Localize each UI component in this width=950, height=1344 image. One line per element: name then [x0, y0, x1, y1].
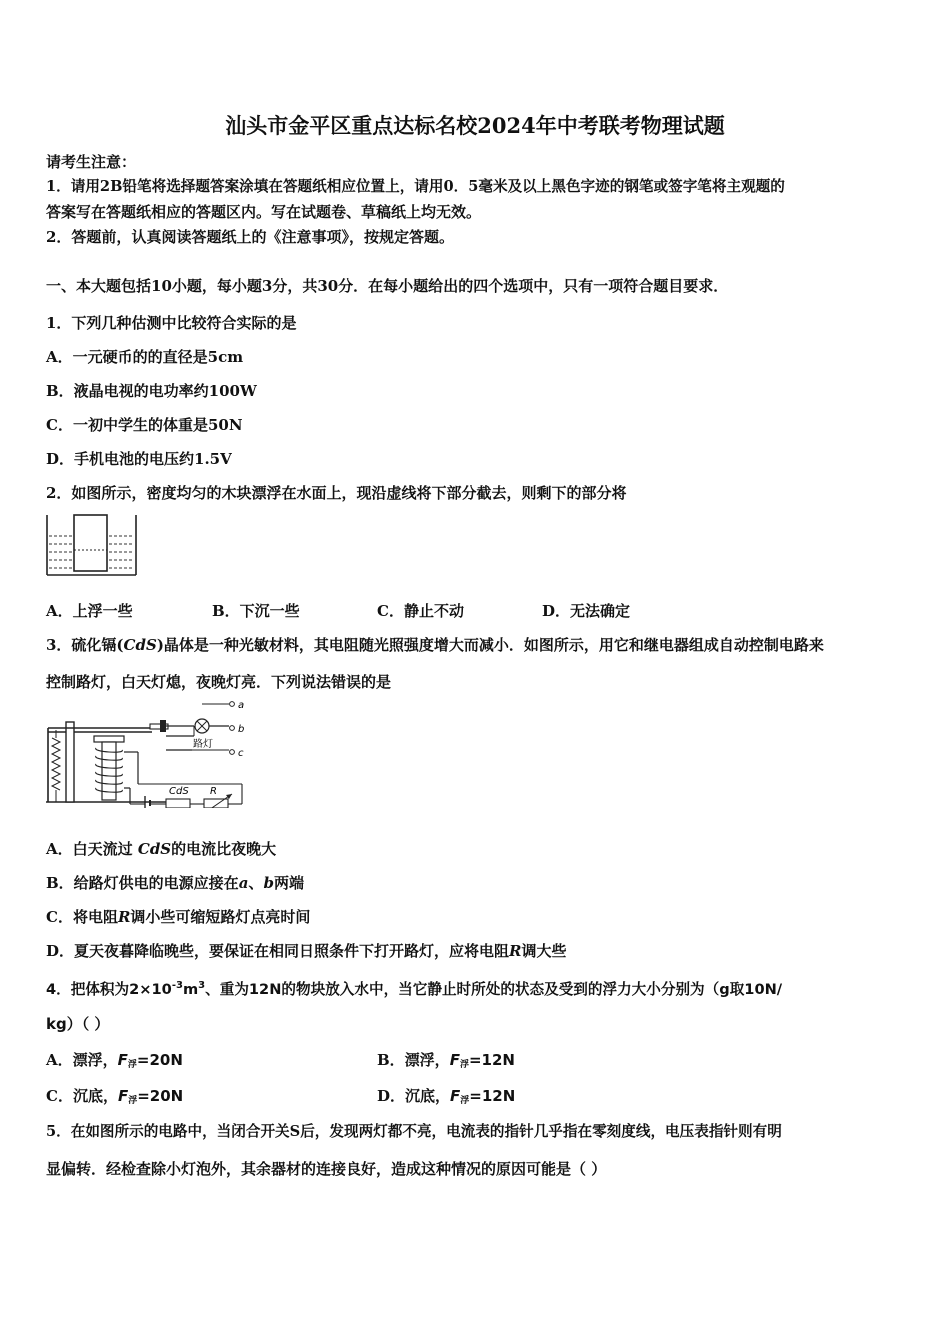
fig-r-label: R — [210, 786, 217, 797]
notice-line-1b: 答案写在答题纸相应的答题区内。写在试题卷、草稿纸上均无效。 — [46, 203, 482, 221]
q3-stem-line-2: 控制路灯，白天灯熄，夜晚灯亮．下列说法错误的是 — [46, 673, 392, 691]
q5-stem-line-1: 5．在如图所示的电路中，当闭合开关S后，发现两灯都不亮，电流表的指针几乎指在零刻度线，电压表指针则有明 — [46, 1123, 782, 1140]
q3-option-b: B．给路灯供电的电源应接在a、b两端 — [46, 874, 304, 892]
q1-option-d: D．手机电池的电压约1.5V — [46, 450, 232, 468]
q3-option-d: D．夏天夜暮降临晚些，要保证在相同日照条件下打开路灯，应将电阻R调大些 — [46, 942, 567, 960]
fig-terminal-a: a — [238, 700, 245, 711]
q1-option-a: A．一元硬币的的直径是5cm — [46, 348, 244, 366]
q1-option-c: C．一初中学生的体重是50N — [46, 416, 243, 434]
q2-option-d: D．无法确定 — [542, 602, 631, 620]
notice-line-2: 2．答题前，认真阅读答题纸上的《注意事项》，按规定答题。 — [46, 228, 454, 246]
q4-option-a: A．漂浮，$F_浮=20N$ — [46, 1051, 183, 1070]
fig-lamp-label: 路灯 — [193, 739, 213, 750]
q3-relay-circuit-figure — [42, 700, 248, 808]
q2-floating-block-figure — [44, 512, 140, 580]
q2-option-c: C．静止不动 — [377, 602, 464, 620]
q1-stem: 1．下列几种估测中比较符合实际的是 — [46, 314, 297, 332]
q4-option-c: C．沉底，$F_浮=20N$ — [46, 1087, 184, 1106]
fig-terminal-c: c — [238, 748, 244, 759]
q5-stem-line-2: 显偏转．经检查除小灯泡外，其余器材的连接良好，造成这种情况的原因可能是（ ） — [46, 1160, 607, 1178]
notice-line-1: 1．请用2B铅笔将选择题答案涂填在答题纸相应位置上，请用0．5毫米及以上黑色字迹的钢笔或签字笔将主观题的 — [46, 178, 785, 195]
q2-option-a: A．上浮一些 — [46, 602, 133, 620]
notice-heading: 请考生注意： — [46, 153, 137, 171]
fig-terminal-b: b — [238, 724, 245, 735]
q4-option-d: D．沉底，$F_浮=12N$ — [377, 1087, 516, 1106]
q4-stem-line-2: kg）（ ） — [46, 1015, 110, 1033]
q2-option-b: B．下沉一些 — [212, 602, 300, 620]
q2-options — [46, 601, 746, 621]
page-title: 汕头市金平区重点达标名校2024年中考联考物理试题 — [225, 113, 725, 138]
section-heading: 一、本大题包括10小题，每小题3分，共30分．在每小题给出的四个选项中，只有一项符合题目要求． — [46, 277, 729, 295]
q3-stem-line-1: 3．硫化镉(CdS)晶体是一种光敏材料，其电阻随光照强度增大而减小．如图所示，用它和继电器组成自动控制电路来 — [46, 636, 824, 654]
q1-option-b: B．液晶电视的电功率约100W — [46, 382, 257, 400]
q2-stem: 2．如图所示，密度均匀的木块漂浮在水面上，现沿虚线将下部分截去，则剩下的部分将 — [46, 484, 627, 502]
q3-option-a: A．白天流过 CdS的电流比夜晚大 — [46, 840, 277, 858]
q3-option-c: C．将电阻R调小些可缩短路灯点亮时间 — [46, 908, 311, 926]
q4-stem-line-1: 4．把体积为$2\times 10^{-3}m^3$、重为12N的物块放入水中，当它静止时所处的状态及受到的浮力大小分别为（g取10N/ — [46, 980, 783, 998]
fig-cds-label: CdS — [169, 786, 189, 797]
q4-option-b: B．漂浮，$F_浮=12N$ — [377, 1051, 515, 1070]
